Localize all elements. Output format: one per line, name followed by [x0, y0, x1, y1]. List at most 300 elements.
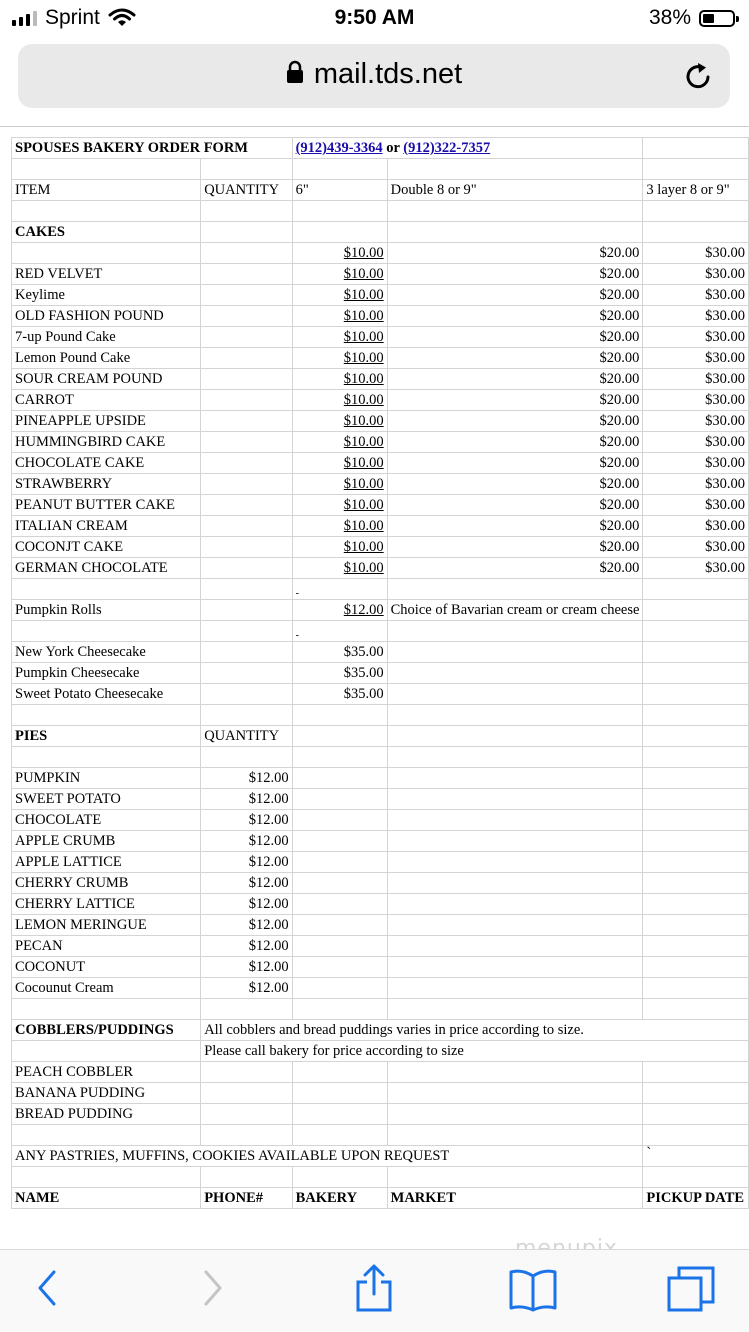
price-double: $20.00 — [387, 453, 643, 474]
tabs-icon[interactable] — [667, 1266, 715, 1314]
form-cell — [201, 453, 292, 474]
blank-row — [12, 1125, 749, 1146]
form-cell — [201, 663, 292, 684]
form-cell — [12, 621, 201, 642]
cake-name: 7-up Pound Cake — [12, 327, 201, 348]
price-six-text: $10.00 — [343, 455, 384, 471]
price-triple: $30.00 — [643, 411, 749, 432]
cake-row — [12, 432, 749, 453]
form-cell — [643, 1083, 749, 1104]
form-cell — [292, 978, 387, 999]
pie-price: $12.00 — [201, 789, 292, 810]
pie-row — [12, 768, 749, 789]
section-pies: PIES — [12, 726, 201, 747]
cake-name: Lemon Pound Cake — [12, 348, 201, 369]
dash-mark: - — [292, 621, 387, 642]
share-icon[interactable] — [354, 1264, 394, 1312]
cake-row — [12, 264, 749, 285]
clock: 9:50 AM — [334, 6, 415, 29]
form-cell — [387, 978, 643, 999]
form-cell — [387, 873, 643, 894]
section-cobblers: COBBLERS/PUDDINGS — [12, 1020, 201, 1041]
pie-price: $12.00 — [201, 768, 292, 789]
cheesecake-name: Sweet Potato Cheesecake — [12, 684, 201, 705]
price-double: $20.00 — [387, 264, 643, 285]
form-cell — [387, 852, 643, 873]
cheesecake-price: $35.00 — [292, 684, 387, 705]
form-cell — [387, 894, 643, 915]
pie-price: $12.00 — [201, 957, 292, 978]
price-double: $20.00 — [387, 411, 643, 432]
pie-row — [12, 957, 749, 978]
form-cell — [292, 201, 387, 222]
form-cell — [643, 663, 749, 684]
cake-name: PINEAPPLE UPSIDE — [12, 411, 201, 432]
header-double: Double 8 or 9" — [387, 180, 643, 201]
price-six-text: $10.00 — [343, 560, 384, 576]
pie-price: $12.00 — [201, 978, 292, 999]
section-row — [12, 726, 749, 747]
cheesecake-price: $35.00 — [292, 642, 387, 663]
battery-icon — [699, 10, 735, 27]
form-cell — [643, 684, 749, 705]
header-six-inch: 6" — [292, 180, 387, 201]
pie-row — [12, 915, 749, 936]
pie-price: $12.00 — [201, 873, 292, 894]
lock-icon — [286, 60, 304, 84]
form-cell — [387, 1062, 643, 1083]
form-title: SPOUSES BAKERY ORDER FORM — [12, 138, 293, 159]
price-six — [292, 453, 387, 474]
cheesecake-row — [12, 684, 749, 705]
price-six — [292, 264, 387, 285]
cake-name: STRAWBERRY — [12, 474, 201, 495]
form-cell — [387, 159, 643, 180]
cake-name: HUMMINGBIRD CAKE — [12, 432, 201, 453]
phone-link-2[interactable]: (912)322-7357 — [403, 140, 491, 156]
form-cell — [201, 390, 292, 411]
form-cell — [643, 201, 749, 222]
form-cell — [292, 873, 387, 894]
pie-row — [12, 810, 749, 831]
pie-name: COCONUT — [12, 957, 201, 978]
form-cell — [201, 348, 292, 369]
form-cell — [292, 726, 387, 747]
form-cell — [387, 1167, 643, 1188]
price-six-text: $10.00 — [343, 245, 384, 261]
cake-name: OLD FASHION POUND — [12, 306, 201, 327]
pie-name: CHOCOLATE — [12, 810, 201, 831]
price-double: $20.00 — [387, 495, 643, 516]
form-cell — [643, 1125, 749, 1146]
form-cell — [643, 642, 749, 663]
battery-percent: 38% — [648, 6, 691, 29]
form-cell — [643, 789, 749, 810]
form-cell — [643, 1104, 749, 1125]
price-six-text: $10.00 — [343, 266, 384, 282]
form-cell — [387, 999, 643, 1020]
pastries-row — [12, 1146, 749, 1167]
cake-row — [12, 495, 749, 516]
form-cell — [387, 663, 643, 684]
blank-row — [12, 747, 749, 768]
cake-name: GERMAN CHOCOLATE — [12, 558, 201, 579]
cake-name: ITALIAN CREAM — [12, 516, 201, 537]
price-six-text: $10.00 — [343, 308, 384, 324]
bookmarks-icon[interactable] — [508, 1268, 558, 1312]
footer-bakery: BAKERY — [292, 1188, 387, 1209]
cobbler-name: BREAD PUDDING — [12, 1104, 201, 1125]
price-triple: $30.00 — [643, 285, 749, 306]
price-triple: $30.00 — [643, 369, 749, 390]
cheesecake-name: Pumpkin Cheesecake — [12, 663, 201, 684]
price-six-text: $10.00 — [343, 476, 384, 492]
form-cell — [12, 1125, 201, 1146]
form-cell — [643, 957, 749, 978]
pie-price: $12.00 — [201, 810, 292, 831]
pie-name: PECAN — [12, 936, 201, 957]
form-cell — [201, 306, 292, 327]
pie-row — [12, 894, 749, 915]
carrier-name: Sprint — [45, 6, 100, 29]
form-cell — [201, 495, 292, 516]
form-cell — [643, 726, 749, 747]
form-cell — [643, 894, 749, 915]
price-triple: $30.00 — [643, 327, 749, 348]
phone-link-1[interactable]: (912)439-3364 — [295, 140, 383, 156]
header-triple: 3 layer 8 or 9" — [643, 180, 749, 201]
form-cell — [387, 1104, 643, 1125]
note-row — [12, 1041, 749, 1062]
form-cell — [12, 705, 201, 726]
form-cell — [643, 831, 749, 852]
cake-row — [12, 306, 749, 327]
form-cell — [387, 201, 643, 222]
form-cell — [292, 789, 387, 810]
form-cell — [292, 768, 387, 789]
price-double: $20.00 — [387, 432, 643, 453]
cake-name: COCONJT CAKE — [12, 537, 201, 558]
pie-row — [12, 873, 749, 894]
form-cell — [201, 264, 292, 285]
blank-row — [12, 1167, 749, 1188]
form-cell — [387, 831, 643, 852]
title-row — [12, 138, 749, 159]
price-six — [292, 306, 387, 327]
form-cell — [643, 138, 749, 159]
price-six-text: $10.00 — [343, 371, 384, 387]
section-row — [12, 1020, 749, 1041]
pie-row — [12, 936, 749, 957]
price-six — [292, 285, 387, 306]
cake-name: CHOCOLATE CAKE — [12, 453, 201, 474]
pie-name: APPLE LATTICE — [12, 852, 201, 873]
section-row — [12, 222, 749, 243]
form-cell — [643, 915, 749, 936]
form-cell — [387, 705, 643, 726]
price-six-text: $10.00 — [343, 539, 384, 555]
blank-row — [12, 705, 749, 726]
form-cell — [292, 999, 387, 1020]
form-cell — [201, 999, 292, 1020]
form-cell — [201, 432, 292, 453]
blank-row — [12, 201, 749, 222]
form-cell — [201, 411, 292, 432]
form-cell — [387, 789, 643, 810]
cheesecake-row — [12, 642, 749, 663]
price-six-text: $10.00 — [343, 350, 384, 366]
form-cell — [643, 1062, 749, 1083]
tick-mark: ` — [643, 1146, 749, 1167]
form-cell — [387, 621, 643, 642]
form-cell — [201, 222, 292, 243]
header-divider — [0, 126, 749, 127]
form-cell — [201, 642, 292, 663]
form-cell — [292, 1062, 387, 1083]
price-double: $20.00 — [387, 558, 643, 579]
price-triple: $30.00 — [643, 516, 749, 537]
form-cell — [643, 747, 749, 768]
reload-icon[interactable] — [682, 60, 714, 92]
price-six — [292, 243, 387, 264]
pie-row — [12, 978, 749, 999]
cake-row — [12, 558, 749, 579]
form-cell — [643, 999, 749, 1020]
dash-mark: - — [292, 579, 387, 600]
pie-row — [12, 789, 749, 810]
form-cell — [201, 1125, 292, 1146]
form-cell — [201, 1062, 292, 1083]
form-cell — [292, 1167, 387, 1188]
form-cell — [292, 852, 387, 873]
footer-row — [12, 1188, 749, 1209]
form-cell — [292, 894, 387, 915]
price-double: $20.00 — [387, 306, 643, 327]
form-cell — [643, 936, 749, 957]
section-cakes: CAKES — [12, 222, 201, 243]
status-bar — [0, 0, 749, 40]
cake-row — [12, 369, 749, 390]
price-six — [292, 411, 387, 432]
form-cell — [12, 579, 201, 600]
cobblers-note-1: All cobblers and bread puddings varies in price according to size. — [201, 1020, 749, 1041]
form-cell — [292, 936, 387, 957]
form-cell — [643, 852, 749, 873]
cake-row — [12, 537, 749, 558]
header-quantity: QUANTITY — [201, 180, 292, 201]
form-cell — [292, 957, 387, 978]
pie-name: Cocounut Cream — [12, 978, 201, 999]
footer-phone: PHONE# — [201, 1188, 292, 1209]
cake-name: RED VELVET — [12, 264, 201, 285]
phone-numbers — [292, 138, 643, 159]
price-double: $20.00 — [387, 537, 643, 558]
pumpkin-rolls-note: Choice of Bavarian cream or cream cheese — [387, 600, 643, 621]
price-six — [292, 537, 387, 558]
cake-row — [12, 285, 749, 306]
form-cell — [201, 1104, 292, 1125]
price-six-text: $10.00 — [343, 434, 384, 450]
cake-row — [12, 390, 749, 411]
pie-name: SWEET POTATO — [12, 789, 201, 810]
price-six-text: $10.00 — [343, 329, 384, 345]
form-cell — [201, 621, 292, 642]
cheesecake-name: New York Cheesecake — [12, 642, 201, 663]
cobblers-note-2: Please call bakery for price according to size — [201, 1041, 749, 1062]
form-cell — [387, 810, 643, 831]
pie-row — [12, 831, 749, 852]
price-triple: $30.00 — [643, 537, 749, 558]
footer-pickup: PICKUP DATE — [643, 1188, 749, 1209]
form-cell — [201, 705, 292, 726]
price-triple: $30.00 — [643, 432, 749, 453]
form-cell — [12, 201, 201, 222]
price-triple: $30.00 — [643, 348, 749, 369]
pie-price: $12.00 — [201, 894, 292, 915]
pie-price: $12.00 — [201, 936, 292, 957]
blank-row — [12, 159, 749, 180]
form-cell — [201, 159, 292, 180]
header-item: ITEM — [12, 180, 201, 201]
form-cell — [292, 1125, 387, 1146]
form-cell — [201, 327, 292, 348]
forward-icon[interactable] — [200, 1268, 226, 1308]
pie-row — [12, 852, 749, 873]
cobbler-row — [12, 1104, 749, 1125]
form-cell — [12, 999, 201, 1020]
pie-price: $12.00 — [201, 852, 292, 873]
form-cell — [12, 747, 201, 768]
url-display[interactable] — [18, 58, 730, 91]
price-row — [12, 243, 749, 264]
phone-or: or — [386, 140, 400, 156]
price-double: $20.00 — [387, 243, 643, 264]
price-six-text: $10.00 — [343, 497, 384, 513]
cake-name: CARROT — [12, 390, 201, 411]
price-six — [292, 516, 387, 537]
cake-row — [12, 411, 749, 432]
form-cell — [643, 222, 749, 243]
form-cell — [643, 600, 749, 621]
form-cell — [201, 285, 292, 306]
back-icon[interactable] — [34, 1268, 60, 1308]
form-cell — [387, 222, 643, 243]
price-triple: $30.00 — [643, 453, 749, 474]
form-cell — [12, 1041, 201, 1062]
form-cell — [643, 621, 749, 642]
pumpkin-rolls-price-text: $12.00 — [343, 602, 384, 618]
blank-row — [12, 579, 749, 600]
form-cell — [387, 684, 643, 705]
cake-name: PEANUT BUTTER CAKE — [12, 495, 201, 516]
price-six — [292, 432, 387, 453]
battery-info — [649, 6, 735, 30]
order-form — [11, 137, 749, 1209]
form-cell — [292, 810, 387, 831]
price-triple: $30.00 — [643, 474, 749, 495]
cake-name: Keylime — [12, 285, 201, 306]
form-cell — [201, 684, 292, 705]
pie-name: LEMON MERINGUE — [12, 915, 201, 936]
form-cell — [292, 222, 387, 243]
pie-name: CHERRY CRUMB — [12, 873, 201, 894]
price-six-text: $10.00 — [343, 413, 384, 429]
form-cell — [201, 474, 292, 495]
cobbler-row — [12, 1062, 749, 1083]
form-cell — [643, 873, 749, 894]
price-six — [292, 327, 387, 348]
blank-row — [12, 999, 749, 1020]
cake-row — [12, 453, 749, 474]
pie-price: $12.00 — [201, 915, 292, 936]
form-cell — [201, 537, 292, 558]
cake-row — [12, 327, 749, 348]
price-six — [292, 348, 387, 369]
price-six — [292, 369, 387, 390]
pumpkin-rolls-price — [292, 600, 387, 621]
cobbler-row — [12, 1083, 749, 1104]
cake-name: SOUR CREAM POUND — [12, 369, 201, 390]
price-six — [292, 558, 387, 579]
form-cell — [292, 159, 387, 180]
address-bar[interactable] — [18, 44, 730, 108]
form-cell — [387, 1083, 643, 1104]
order-form-table — [11, 137, 749, 1209]
form-cell — [387, 957, 643, 978]
url-text: mail.tds.net — [313, 58, 463, 90]
form-cell — [643, 159, 749, 180]
price-six — [292, 390, 387, 411]
price-double: $20.00 — [387, 369, 643, 390]
price-double: $20.00 — [387, 516, 643, 537]
header-row — [12, 180, 749, 201]
form-cell — [387, 768, 643, 789]
cobbler-name: BANANA PUDDING — [12, 1083, 201, 1104]
pie-name: APPLE CRUMB — [12, 831, 201, 852]
pie-name: CHERRY LATTICE — [12, 894, 201, 915]
price-triple: $30.00 — [643, 495, 749, 516]
form-cell — [643, 705, 749, 726]
form-cell — [292, 705, 387, 726]
price-triple: $30.00 — [643, 264, 749, 285]
form-cell — [201, 558, 292, 579]
form-cell — [201, 1167, 292, 1188]
form-cell — [12, 159, 201, 180]
form-cell — [201, 1083, 292, 1104]
blank-row — [12, 621, 749, 642]
price-six-text: $10.00 — [343, 392, 384, 408]
price-triple: $30.00 — [643, 390, 749, 411]
form-cell — [387, 915, 643, 936]
form-cell — [292, 915, 387, 936]
form-cell — [201, 747, 292, 768]
price-double: $20.00 — [387, 474, 643, 495]
footer-name: NAME — [12, 1188, 201, 1209]
form-cell — [292, 747, 387, 768]
cake-row — [12, 516, 749, 537]
form-cell — [292, 1104, 387, 1125]
price-six-text: $10.00 — [343, 287, 384, 303]
footer-market: MARKET — [387, 1188, 643, 1209]
form-cell — [643, 579, 749, 600]
cake-row — [12, 474, 749, 495]
price-six — [292, 495, 387, 516]
cheesecake-row — [12, 663, 749, 684]
form-cell — [387, 579, 643, 600]
browser-toolbar — [0, 1249, 749, 1332]
form-cell — [643, 978, 749, 999]
pumpkin-rolls-name: Pumpkin Rolls — [12, 600, 201, 621]
